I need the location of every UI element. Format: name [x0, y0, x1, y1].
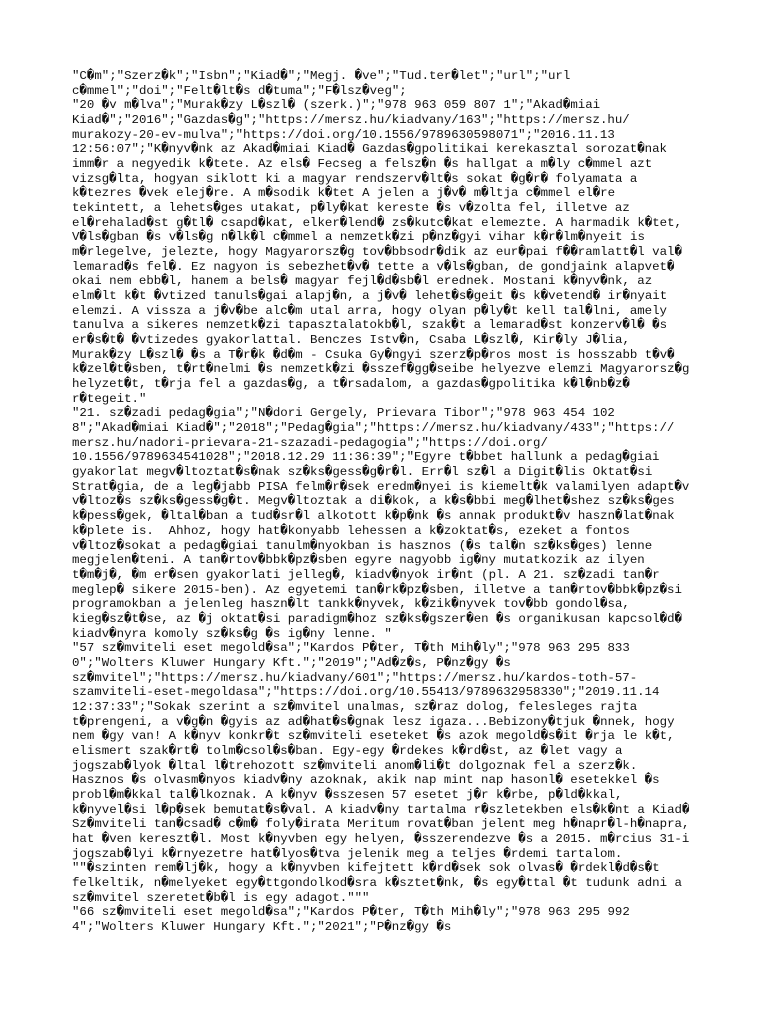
text-line: megjelen�teni. A tan�rtov�bbk�pz�sben egyre nagyobb ig�ny mutatkozik az ilyen: [72, 553, 645, 568]
text-line: er�s�t� �vtizedes gyakorlattal. Benczes Istv�n, Csaba L�szl�, Kir�ly J�lia,: [72, 333, 630, 348]
text-line: tanulva a sikeres nemzetk�zi tapasztalatokb�l, szak�t a lemarad�st konzerv�l� �s: [72, 318, 668, 333]
text-line: "21. sz�zadi pedag�gia";"N�dori Gergely, Prievara Tibor";"978 963 454 102: [72, 406, 615, 421]
text-line: hat �ven kereszt�l. Most k�nyvben egy helyen, �sszerendezve �s a 2015. m�rcius 31-i: [72, 831, 690, 846]
text-line: kieg�sz�t�se, az �j oktat�si paradigm�hoz sz�ks�gszer�en �s organikusan kapcsol�d�: [72, 611, 683, 626]
text-line: el�rehalad�st g�tl� csapd�kat, elker�lend� zs�kutc�kat elemezte. A harmadik k�tet,: [72, 215, 682, 230]
text-line: kiadv�nyra komoly sz�ks�g �s ig�ny lenne. ": [72, 626, 392, 641]
text-line: v�ltoz�sokat a pedag�giai tanulm�nyokban is hasznos (�s tal�n sz�ks�ges) lenne: [72, 538, 653, 553]
text-line: Kiad�";"2016";"Gazdas�g";"https://mersz.hu/kiadvany/163";"https://mersz.hu/: [72, 113, 630, 128]
text-line: imm�r a negyedik k�tete. Az els� Fecseg a felsz�n �s hallgat a m�ly c�mmel azt: [72, 157, 653, 172]
text-line: 0";"Wolters Kluwer Hungary Kft.";"2019";"Ad�z�s, P�nz�gy �s: [72, 655, 511, 670]
text-line: sz�mvitel";"https://mersz.hu/kiadvany/601";"https://mersz.hu/kardos-toth-57-: [72, 670, 638, 685]
text-line: elismert szak�rt� tolm�csol�s�ban. Egy-egy �rdekes k�rd�st, az �let vagy a: [72, 743, 623, 758]
csv-text-body: [72, 69, 712, 935]
text-line: k�tezres �vek elej�re. A m�sodik k�tet A jelen a j�v� m�ltja c�mmel el�re: [72, 186, 616, 201]
text-line: k�plete is. Ahhoz, hogy hat�konyabb lehessen a k�zoktat�s, ezeket a fontos: [72, 523, 630, 538]
text-line: Hasznos �s olvasm�nyos kiadv�ny azoknak, akik nap mint nap hasonl� esetekkel �s: [72, 773, 660, 788]
text-line: jogszab�lyok �ltal l�trehozott sz�mviteli anom�li�t dolgoznak fel a szerz�k.: [72, 758, 638, 773]
text-line: k�pess�gek, �ltal�ban a tud�sr�l alkotott k�p�nk �s annak produkt�v haszn�lat�nak: [72, 509, 675, 524]
text-line: meglep� sikere 2015-ben). Az egyetemi tan�rk�pz�sben, illetve a tan�rtov�bbk�pz�si: [72, 582, 682, 597]
text-line: sz�mvitel szeretet�b�l is egy adagot.""": [72, 890, 370, 905]
text-line: nem �gy van! A k�nyv konkr�t sz�mviteli eseteket �s azok megold�s�it �rja le k�t,: [72, 729, 675, 744]
text-line: "57 sz�mviteli eset megold�sa";"Kardos P�ter, T�th Mih�ly";"978 963 295 833: [72, 641, 630, 656]
text-line: "66 sz�mviteli eset megold�sa";"Kardos P�ter, T�th Mih�ly";"978 963 295 992: [72, 905, 630, 920]
text-line: gyakorlat megv�ltoztat�s�nak sz�ks�gess�g�r�l. Err�l sz�l a Digit�lis Oktat�si: [72, 465, 653, 480]
text-line: 4";"Wolters Kluwer Hungary Kft.";"2021";"P�nz�gy �s: [72, 919, 452, 934]
text-line: vizsg�lta, hogyan siklott ki a magyar rendszerv�lt�s sokat �g�r� folyamata a: [72, 171, 638, 186]
text-line: programokban a jelenleg haszn�lt tankk�nyvek, k�zik�nyvek tov�bb gondol�sa,: [72, 597, 630, 612]
text-line: k�zel�t�sben, t�rt�nelmi �s nemzetk�zi �sszef�gg�seibe helyezve elemzi Magyarorsz�g: [72, 362, 690, 377]
text-line: elemzi. A vissza a j�v�be alc�m utal arra, hogy olyan p�ly�t kell tal�lni, amely: [72, 303, 667, 318]
text-line: t�prengeni, a v�g�n �gyis az ad�hat�s�gnak lesz igaza...Bebizony�tjuk �nnek, hogy: [72, 714, 675, 729]
text-line: "20 �v m�lva";"Murak�zy L�szl� (szerk.)";"978 963 059 807 1";"Akad�miai: [72, 98, 601, 113]
text-line: tekintett, a lehets�ges utakat, p�ly�kat kereste �s v�zolta fel, illetve az: [72, 201, 630, 216]
text-line: Strat�gia, de a leg�jabb PISA felm�r�sek eredm�nyei is kiemelt�k valamilyen adapt�v: [72, 479, 690, 494]
text-line: c�mmel";"doi";"Felt�lt�s d�tuma";"F�lsz�veg";: [72, 83, 407, 98]
text-line: murakozy-20-ev-mulva";"https://doi.org/10.1556/9789630598071";"2016.11.13: [72, 127, 615, 142]
text-line: mersz.hu/nadori-prievara-21-szazadi-pedagogia";"https://doi.org/: [72, 435, 548, 450]
text-line: elm�lt k�t �vtized tanuls�gai alapj�n, a j�v� lehet�s�geit �s k�vetend� ir�nyait: [72, 289, 668, 304]
text-line: ""�szinten rem�lj�k, hogy a k�nyvben kifejtett k�rd�sek sok olvas� �rdekl�d�s�t: [72, 861, 660, 876]
text-line: 8";"Akad�miai Kiad�";"2018";"Pedag�gia";"https://mersz.hu/kiadvany/433";"https://: [72, 421, 675, 436]
text-line: v�ltoz�s sz�ks�gess�g�t. Megv�ltoztak a di�kok, a k�s�bbi meg�lhet�shez sz�ks�ges: [72, 494, 675, 509]
text-line: r�tegeit.": [72, 391, 147, 406]
text-line: helyzet�t, t�rja fel a gazdas�g, a t�rsadalom, a gazdas�gpolitika k�l�nb�z�: [72, 377, 630, 392]
text-line: okai nem ebb�l, hanem a bels� magyar fejl�d�sb�l erednek. Mostani k�nyv�nk, az: [72, 274, 653, 289]
text-line: Sz�mviteli tan�csad� c�m� foly�irata Meritum rovat�ban jelent meg h�napr�l-h�napra,: [72, 817, 690, 832]
text-line: 10.1556/9789634541028";"2018.12.29 11:36:39";"Egyre t�bbet hallunk a pedag�giai: [72, 450, 660, 465]
text-line: felkeltik, n�melyeket egy�ttgondolkod�sra k�sztet�nk, �s egy�ttal �t tudunk adni a: [72, 875, 682, 890]
text-line: lemarad�s fel�. Ez nagyon is sebezhet�v� tette a v�ls�gban, de gondjaink alapvet�: [72, 259, 675, 274]
text-line: m�rlegelve, jelezte, hogy Magyarorsz�g tov�bbsodr�dik az eur�pai f��ramlatt�l val�: [72, 245, 682, 260]
text-line: 12:37:33";"Sokak szerint a sz�mvitel unalmas, sz�raz dolog, felesleges rajta: [72, 699, 638, 714]
text-line: szamviteli-eset-megoldasa";"https://doi.org/10.55413/9789632958330";"2019.11.14: [72, 685, 660, 700]
text-line: 12:56:07";"K�nyv�nk az Akad�miai Kiad� Gazdas�gpolitikai kerekasztal sorozat�nak: [72, 142, 667, 157]
text-line: "C�m";"Szerz�k";"Isbn";"Kiad�";"Megj. �ve";"Tud.ter�let";"url";"url: [72, 69, 571, 83]
text-line: t�m�j�, �m er�sen gyakorlati jelleg�, kiadv�nyok ir�nt (pl. A 21. sz�zadi tan�r: [72, 567, 660, 582]
text-line: V�ls�gban �s v�ls�g n�lk�l c�mmel a nemzetk�zi p�nz�gyi vihar k�r�lm�nyeit is: [72, 230, 645, 245]
text-line: k�nyvel�si l�p�sek bemutat�s�val. A kiadv�ny tartalma r�szletekben els�k�nt a Kiad�: [72, 802, 690, 817]
text-line: Murak�zy L�szl� �s a T�r�k �d�m - Csuka Gy�ngyi szerz�p�ros most is hosszabb t�v�: [72, 347, 675, 362]
text-line: jogszab�lyi k�rnyezetre hat�lyos�tva jelenik meg a teljes �rdemi tartalom.: [72, 846, 623, 861]
text-line: probl�m�kkal tal�lkoznak. A k�nyv �sszesen 57 esetet j�r k�rbe, p�ld�kkal,: [72, 787, 623, 802]
